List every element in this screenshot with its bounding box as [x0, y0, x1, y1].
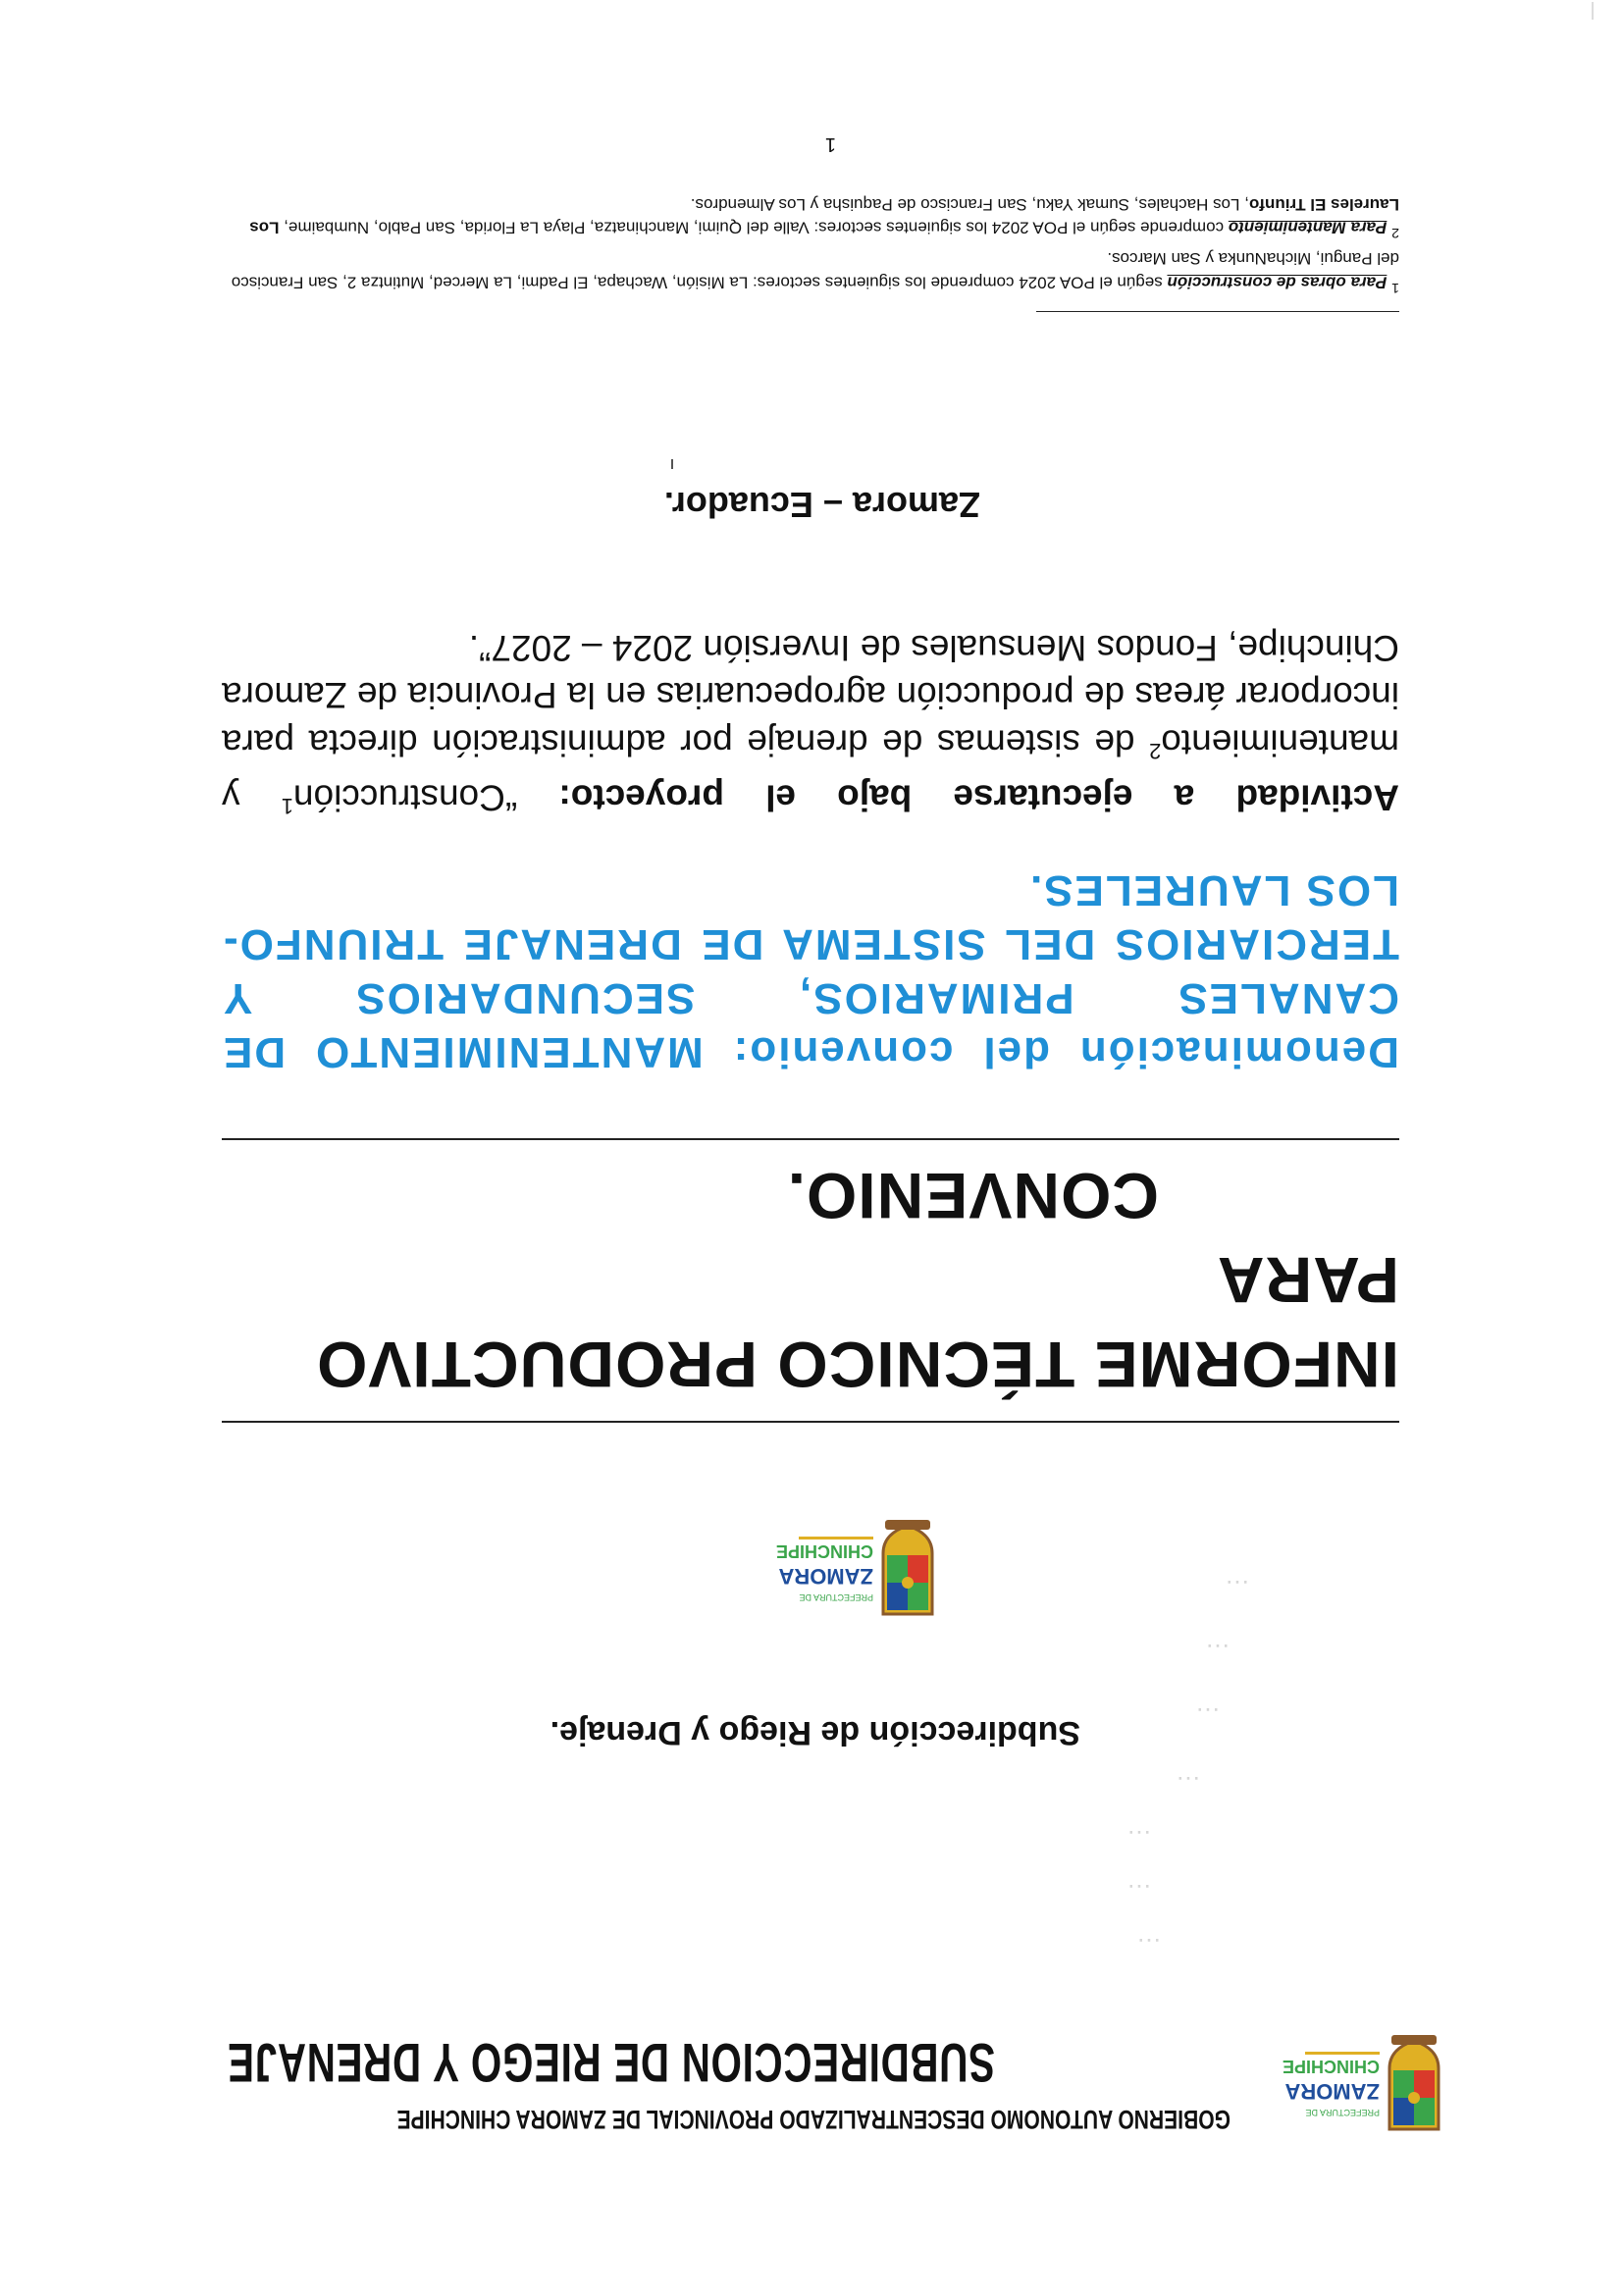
footnote-1-emphasis: Para obras de construcción	[1167, 273, 1387, 292]
shield-base	[1391, 2035, 1437, 2045]
logo-name-line-1: ZAMORA	[778, 1564, 873, 1589]
logo-name-line-2: CHINCHIPE	[1282, 2057, 1380, 2076]
footnote-2-emphasis: Para Mantenimiento	[1228, 218, 1387, 237]
shield-base	[885, 1520, 930, 1530]
footnote-2-text-a: comprende según el POA 2024 los siguientes sectores: Valle del Quimi, Manchinatza, Playa La Florida, San Pablo, Numbaime,	[279, 218, 1229, 237]
title-top-rule	[222, 1421, 1399, 1423]
activity-text-c: de sistemas de drenaje por administración directa para incorporar áreas de producción agropecuarias en la Provincia de Zamora Chinchipe, Fondos Mensuales de Inversión 2024 – 2027”.	[222, 628, 1399, 763]
footnote-2-number: 2	[1391, 225, 1399, 241]
footnote-ref-1: 1	[281, 794, 293, 818]
bleed-line-3: …	[1126, 1825, 1152, 1854]
place-label: Zamora – Ecuador.	[663, 485, 980, 525]
agreement-label: Denominación del convenio:	[731, 1028, 1399, 1076]
title-block	[222, 1138, 1399, 1423]
logo-name-line-2: CHINCHIPE	[775, 1541, 873, 1561]
header-department: SUBDIRECCION DE RIEGO Y DRENAJE	[227, 2032, 995, 2094]
logo-underline	[1305, 2052, 1380, 2055]
footnotes	[222, 192, 1399, 299]
logo-top-text: PREFECTURA DE	[1305, 2108, 1380, 2117]
bleed-line-6: …	[1205, 1639, 1230, 1668]
header-institution: GOBIERNO AUTONOMO DESCENTRALIZADO PROVINCIAL DE ZAMORA CHINCHIPE	[396, 2105, 1230, 2134]
shield-center-emblem	[1408, 2092, 1420, 2104]
bleed-line-5: …	[1195, 1702, 1221, 1732]
scan-corner-mark	[1574, 2, 1594, 20]
title-line-2: CONVENIO.	[786, 1160, 1159, 1232]
activity-text-b: y mantenimiento	[222, 722, 1399, 818]
prefecture-logo-center-icon	[775, 1506, 940, 1624]
title-line-1: INFORME TÉCNICO PRODUCTIVO PARA	[315, 1244, 1399, 1401]
logo-name-line-1: ZAMORA	[1284, 2079, 1380, 2104]
agreement-text: MANTENIMIENTO DE CANALES PRIMARIOS, SECUNDARIOS Y TERCIARIOS DEL SISTEMA DE DRENAJE TRIUNFO- LOS LAURELES.	[222, 866, 1399, 1076]
footnote-2-bold: Los Laureles El Triunfo	[249, 194, 1399, 237]
bleed-line-7: …	[1225, 1575, 1250, 1604]
activity-label: Actividad a ejecutarse bajo el proyecto:	[558, 777, 1399, 818]
bleed-line-4: …	[1176, 1771, 1201, 1800]
footnote-rule	[1036, 311, 1399, 312]
footnote-2	[222, 192, 1399, 245]
footnote-1	[222, 246, 1399, 299]
subdirection-label: Subdirección de Riego y Drenaje.	[550, 1714, 1080, 1751]
footnote-2-text-b: , Los Hachales, Sumak Yaku, San Francisco de Paquisha y Los Almendros.	[690, 194, 1249, 214]
page-number: 1	[824, 133, 836, 155]
logo-underline	[799, 1537, 873, 1539]
stray-mark	[671, 459, 673, 469]
activity-text-a: “Construcción	[292, 777, 518, 818]
prefecture-logo-icon	[1282, 2021, 1446, 2139]
shield-center-emblem	[902, 1577, 914, 1589]
agreement-denomination	[222, 863, 1399, 1079]
title-bottom-rule	[222, 1138, 1399, 1140]
footnote-ref-2: 2	[1149, 738, 1162, 763]
bleed-line-2: …	[1126, 1879, 1152, 1908]
activity-paragraph	[222, 624, 1399, 829]
logo-top-text: PREFECTURA DE	[799, 1592, 873, 1602]
footnote-1-text: según el POA 2024 comprende los siguientes sectores: La Misión, Wachapa, El Padmi, La Merced, Mutintza 2, San Francisco del Pangui, MichaNunka y San Marcos.	[231, 249, 1399, 292]
footnote-1-number: 1	[1391, 280, 1399, 295]
bleed-line-1: …	[1136, 1933, 1162, 1962]
